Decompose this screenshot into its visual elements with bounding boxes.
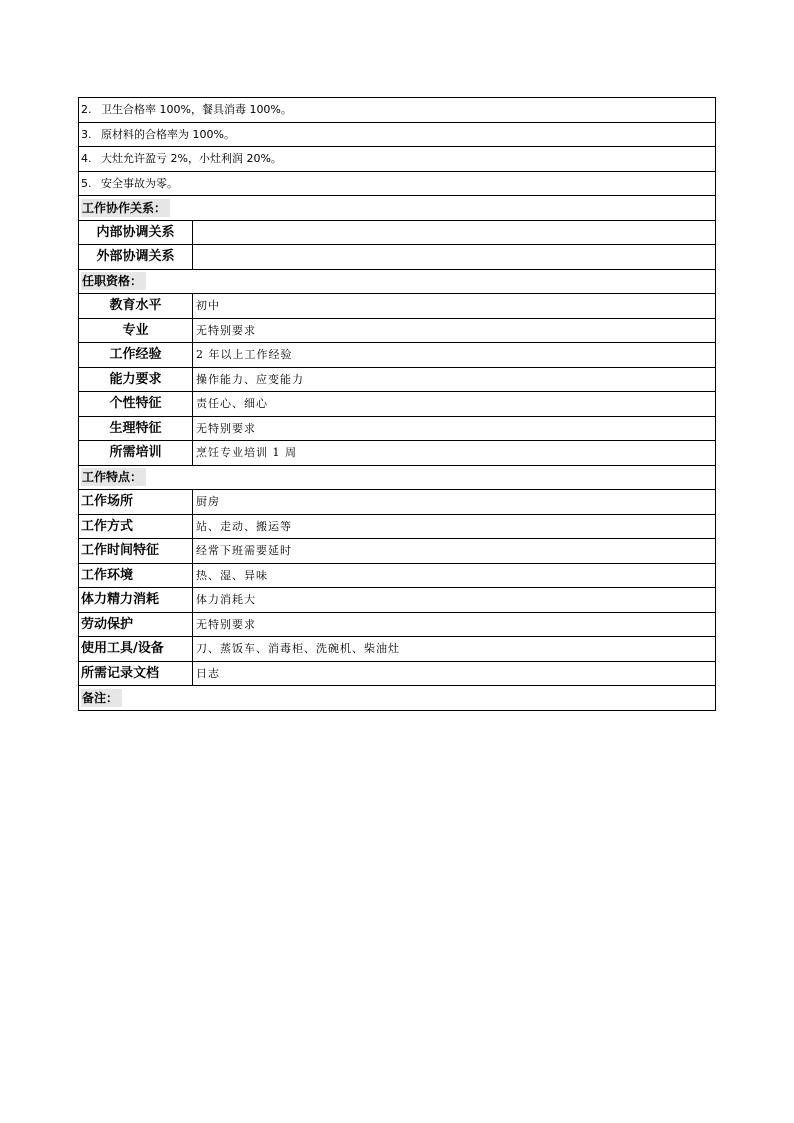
list-number: 2. — [81, 103, 92, 116]
table-row — [79, 612, 715, 637]
row-value: 刀、蒸饭车、消毒柜、洗碗机、柴油灶 — [196, 642, 400, 655]
table-row — [79, 244, 715, 269]
table-row — [79, 342, 715, 367]
row-label: 所需记录文档 — [79, 662, 193, 686]
row-label: 工作经验 — [79, 343, 193, 367]
table-row — [79, 220, 715, 245]
row-label: 所需培训 — [79, 441, 193, 465]
list-item — [79, 171, 715, 196]
row-label: 体力精力消耗 — [79, 588, 193, 612]
row-value: 站、走动、搬运等 — [196, 519, 292, 533]
row-label: 工作环境 — [79, 564, 193, 588]
table-row — [79, 563, 715, 588]
section-title: 工作协作关系： — [81, 199, 170, 217]
section-title: 工作特点： — [81, 468, 146, 486]
table-row — [79, 318, 715, 343]
section-header-features — [79, 465, 715, 490]
list-number: 5. — [81, 176, 92, 190]
row-value: 经常下班需要延时 — [196, 544, 292, 557]
row-label: 工作时间特征 — [79, 539, 193, 563]
row-value: 操作能力、应变能力 — [196, 372, 304, 386]
list-text: 卫生合格率 100%，餐具消毒 100%。 — [101, 103, 292, 116]
table-row — [79, 489, 715, 514]
row-value: 热、湿、异味 — [196, 568, 268, 582]
row-value: 烹饪专业培训 1 周 — [196, 446, 297, 459]
row-label: 工作场所 — [79, 490, 193, 514]
section-title: 任职资格： — [81, 272, 146, 290]
list-text: 大灶允许盈亏 2%，小灶利润 20%。 — [101, 152, 282, 165]
row-label: 外部协调关系 — [79, 245, 193, 269]
table-row — [79, 293, 715, 318]
row-value: 厨房 — [196, 495, 220, 508]
row-value: 无特别要求 — [196, 617, 256, 631]
list-number: 4. — [81, 152, 92, 165]
table-row — [79, 514, 715, 539]
table-row — [79, 538, 715, 563]
section-header-coordination — [79, 195, 715, 220]
list-item — [79, 122, 715, 147]
row-value: 体力消耗大 — [196, 593, 256, 606]
row-label: 能力要求 — [79, 368, 193, 392]
table-row — [79, 391, 715, 416]
row-value: 无特别要求 — [196, 323, 256, 337]
table-row — [79, 587, 715, 612]
table-row — [79, 367, 715, 392]
table-row — [79, 440, 715, 465]
row-label: 劳动保护 — [79, 613, 193, 637]
row-value: 无特别要求 — [196, 421, 256, 435]
section-title: 备注： — [81, 689, 122, 707]
list-text: 安全事故为零。 — [101, 176, 178, 190]
row-value — [193, 221, 715, 245]
row-label: 个性特征 — [79, 392, 193, 416]
row-value: 责任心、细心 — [196, 397, 268, 410]
row-label: 专业 — [79, 319, 193, 343]
list-text: 原材料的合格率为 100%。 — [101, 127, 235, 141]
row-value: 初中 — [196, 299, 220, 312]
list-number: 3. — [81, 127, 92, 141]
row-label: 生理特征 — [79, 417, 193, 441]
table-row — [79, 661, 715, 686]
row-value — [193, 245, 715, 269]
section-header-notes — [79, 685, 715, 710]
section-header-qualifications — [79, 269, 715, 294]
row-label: 工作方式 — [79, 515, 193, 539]
row-label: 使用工具/设备 — [79, 637, 193, 661]
list-item — [79, 98, 715, 122]
job-description-table — [78, 97, 716, 711]
row-value: 2 年以上工作经验 — [196, 348, 293, 361]
list-item — [79, 146, 715, 171]
row-value: 日志 — [196, 666, 220, 680]
table-row — [79, 416, 715, 441]
row-label: 教育水平 — [79, 294, 193, 318]
table-row — [79, 636, 715, 661]
row-label: 内部协调关系 — [79, 221, 193, 245]
